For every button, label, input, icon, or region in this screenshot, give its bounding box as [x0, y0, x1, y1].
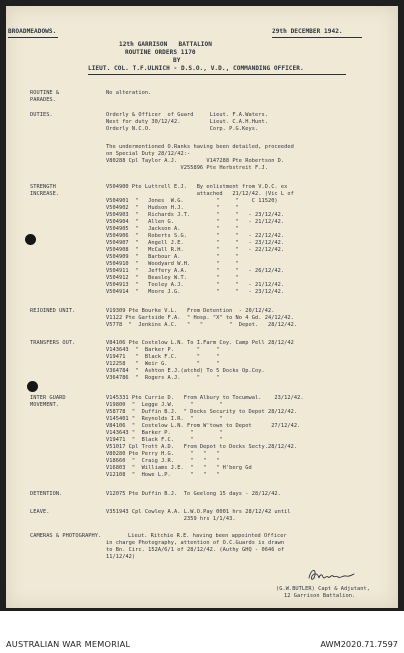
transfer-line: V12258 " Weir G. " "	[106, 361, 220, 367]
strength-line: V504904 " Allen G. " " - 21/12/42.	[106, 219, 285, 225]
inter-guard-line: V145401 " Reynolds I.R. " "	[106, 416, 223, 422]
inter-guard-label: INTER GUARD	[30, 395, 66, 401]
cameras-label: CAMERAS & PHOTOGRAPHY.	[30, 533, 102, 539]
strength-line: V504912 " Beasley W.T. " "	[106, 275, 239, 281]
inter-guard-line: V80280 Pte Perry H.G. " " "	[106, 451, 220, 457]
co-underline	[88, 74, 346, 75]
orders-title: ROUTINE ORDERS 1170	[125, 49, 196, 56]
transfer-line: V364784 " Ashton E.J.(atchd) To 5 Docks Op.Coy.	[106, 368, 265, 374]
rejoined-label: REJOINED UNIT.	[30, 308, 76, 314]
document-date: 29th DECEMBER 1942.	[272, 28, 343, 35]
transfer-line: V84106 Pte Costelow L.N. To I.Farm Coy. Camp Pell 28/12/42	[106, 340, 294, 346]
parades-label: PARADES.	[30, 97, 56, 103]
cameras-line: to Bn. Circ. 152A/6/1 of 28/12/42. (Authy GHQ - 0646 of	[106, 547, 285, 553]
special-duty-line: V255896 Pte Herbstreit F.J.	[106, 165, 268, 171]
transfer-line: V364786 " Rogers A.J. " "	[106, 375, 220, 381]
location-heading: BROADMEADOWS.	[8, 28, 57, 35]
strength-line: V504907 " Angell J.E. " " - 23/12/42.	[106, 240, 285, 246]
duties-label: DUTIES.	[30, 112, 53, 118]
strength-line: V504913 " Tooley A.J. " " - 21/12/42.	[106, 282, 285, 288]
by-line: BY	[173, 57, 181, 64]
increase-label: INCREASE.	[30, 191, 60, 197]
cameras-line: Lieut. Ritchie R.E. having been appointed Officer	[128, 533, 287, 539]
routine-text: No alteration.	[106, 90, 152, 96]
inter-guard-line: V143643 " Barker P. " "	[106, 430, 223, 436]
battalion-title: 12th GARRISON BATTALION	[119, 41, 212, 48]
date-underline	[272, 37, 362, 38]
leave-label: LEAVE.	[30, 509, 50, 515]
duties-line: Next for duty 30/12/42. Lieut. C.A.H.Hunt.	[106, 119, 268, 125]
detention-text: V12075 Pte Duffin B.J. To Geelong 15 days - 28/12/42.	[106, 491, 281, 497]
strength-line: V504905 " Jackson A. " "	[106, 226, 239, 232]
leave-line: 2359 hrs 1/1/43.	[106, 516, 236, 522]
inter-guard-line: V145331 Pte Currie D. From Albury to Tocumwal. 23/12/42.	[106, 395, 304, 401]
special-duty-line: The undermentioned O.Ranks having been detailed, proceeded	[106, 144, 294, 150]
strength-line: V504914 " Moore J.G. " " - 23/12/42.	[106, 289, 285, 295]
inter-guard-line: V84106 " Costelow L.N. From W'town to Depot 27/12/42.	[106, 423, 301, 429]
duties-line: Orderly N.C.O. Corp. P.G.Keys.	[106, 126, 259, 132]
transfer-line: V143643 " Barker P. " "	[106, 347, 220, 353]
punch-hole-bottom	[27, 381, 38, 392]
document-page	[6, 6, 398, 608]
inter-guard-line: V12108 " Howe L.P. " " "	[106, 472, 220, 478]
leave-line: V351943 Cpl Cowley A.A. L.W.O.Pay 0001 hrs 28/12/42 until	[106, 509, 291, 515]
duties-line: Orderly & Officer of Guard Lieut. F.A.Waters.	[106, 112, 268, 118]
strength-line: V504901 " Jones W.G. " " C 11520)	[106, 198, 278, 204]
archive-reference: AWM2020.71.7597	[320, 639, 398, 649]
transfers-label: TRANSFERS OUT.	[30, 340, 76, 346]
special-duty-line: on Special Duty 28/12/42:-	[106, 151, 191, 157]
strength-line: V504900 Pte Luttrell E.J. By enlistment from V.D.C. ex	[106, 184, 288, 190]
strength-line: attached 21/12/42. (Vic L of	[106, 191, 294, 197]
commanding-officer: LIEUT. COL. T.F.ULNICH - D.S.O., V.D., COMMANDING OFFICER.	[88, 65, 304, 72]
rejoined-line: V5778 " Jenkins A.C. " " " Depot. 28/12/42.	[106, 322, 298, 328]
rejoined-line: V19309 Pte Bourke V.L. From Detention - 20/12/42.	[106, 308, 275, 314]
inter-guard-line: V19471 " Black F.C. " "	[106, 437, 223, 443]
strength-label: STRENGTH	[30, 184, 56, 190]
inter-guard-line: V16803 " Williams J.E. " " " H'berg Gd	[106, 465, 252, 471]
inter-guard-line: V18660 " Craig J.R. " " "	[106, 458, 220, 464]
strength-line: V504906 " Roberts S.G. " " - 22/12/42.	[106, 233, 285, 239]
inter-guard-line: V58778 " Duffin B.J. " Docks Security to Depot 28/12/42.	[106, 409, 298, 415]
movement-label: MOVEMENT.	[30, 402, 60, 408]
signatory-name: (G.W.BUTLER) Capt & Adjutant,	[276, 586, 370, 592]
special-duty-line: V80288 Cpl Taylor A.J. V147288 Pte Robertson D.	[106, 158, 285, 164]
strength-line: V504908 " McCall R.H. " " - 22/12/42.	[106, 247, 285, 253]
strength-line: V504911 " Jeffery A.A. " " - 26/12/42.	[106, 268, 285, 274]
punch-hole-top	[25, 234, 36, 245]
strength-line: V504909 " Barbour A. " "	[106, 254, 239, 260]
cameras-line: 11/12/42)	[106, 554, 136, 560]
cameras-line: in charge Photography, attention of O.C.Guards is drawn	[106, 540, 285, 546]
strength-line: V504910 " Woodyard W.H. " "	[106, 261, 239, 267]
routine-label: ROUTINE &	[30, 90, 60, 96]
strength-line: V504903 " Richards J.T. " " - 23/12/42.	[106, 212, 285, 218]
signatory-unit: 12 Garrison Battalion.	[284, 593, 356, 599]
transfer-line: V19471 " Black F.C. " "	[106, 354, 220, 360]
detention-label: DETENTION.	[30, 491, 63, 497]
inter-guard-line: V19800 " Legge J.W. " "	[106, 402, 223, 408]
rejoined-line: V1122 Pte Gartside F.A. " Hosp. "X" to No 4 Gd. 24/12/42.	[106, 315, 294, 321]
strength-line: V504902 " Hudson H.J. " "	[106, 205, 239, 211]
inter-guard-line: V51017 Cpl Trott A.D. From Depot to Docks Secty.28/12/42.	[106, 444, 298, 450]
archive-source: AUSTRALIAN WAR MEMORIAL	[6, 639, 131, 649]
location-underline	[8, 37, 58, 38]
archive-footer	[0, 611, 404, 653]
handwritten-signature	[306, 566, 356, 584]
